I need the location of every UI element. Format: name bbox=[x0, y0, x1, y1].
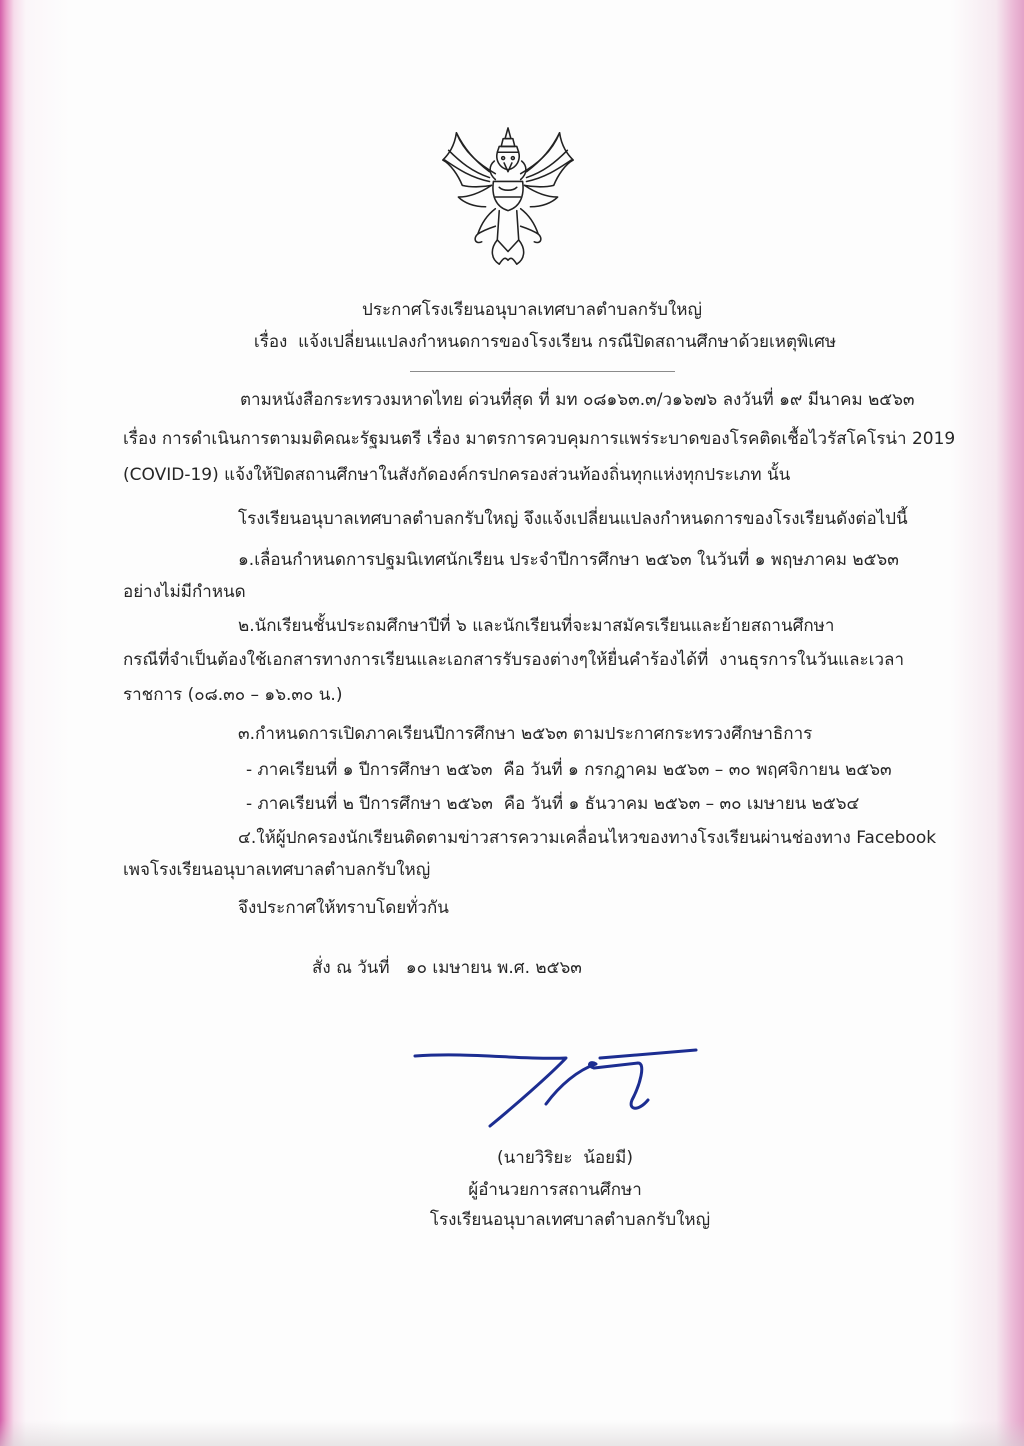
list-item: เพจโรงเรียนอนุบาลเทศบาลตำบลกรับใหญ่ bbox=[123, 860, 431, 880]
body-line: เรื่อง การดำเนินการตามมติคณะรัฐมนตรี เรื่อง มาตรการควบคุมการแพร่ระบาดของโรคติดเชื้อไวรัสโคโรน่า 2019 bbox=[123, 429, 956, 449]
list-item: อย่างไม่มีกำหนด bbox=[123, 582, 246, 602]
issue-date: สั่ง ณ วันที่ ๑๐ เมษายน พ.ศ. ๒๕๖๓ bbox=[312, 958, 582, 978]
signatory-name: (นายวิริยะ น้อยมี) bbox=[497, 1148, 633, 1168]
signatory-organization: โรงเรียนอนุบาลเทศบาลตำบลกรับใหญ่ bbox=[429, 1210, 711, 1230]
list-item: ๓.กำหนดการเปิดภาคเรียนปีการศึกษา ๒๕๖๓ ตามประกาศกระทรวงศึกษาธิการ bbox=[238, 724, 813, 744]
body-line: โรงเรียนอนุบาลเทศบาลตำบลกรับใหญ่ จึงแจ้งเปลี่ยนแปลงกำหนดการของโรงเรียนดังต่อไปนี้ bbox=[238, 509, 908, 529]
list-item: ๒.นักเรียนชั้นประถมศึกษาปีที่ ๖ และนักเรียนที่จะมาสมัครเรียนและย้ายสถานศึกษา bbox=[238, 616, 835, 636]
handwritten-signature bbox=[400, 1030, 710, 1140]
garuda-emblem-icon bbox=[435, 124, 581, 272]
list-item: ๑.เลื่อนกำหนดการปฐมนิเทศนักเรียน ประจำปีการศึกษา ๒๕๖๓ ในวันที่ ๑ พฤษภาคม ๒๕๖๓ bbox=[238, 550, 899, 570]
announcement-title: ประกาศโรงเรียนอนุบาลเทศบาลตำบลกรับใหญ่ bbox=[362, 300, 702, 320]
list-item: ราชการ (๐๘.๓๐ – ๑๖.๓๐ น.) bbox=[123, 685, 343, 705]
term-line: - ภาคเรียนที่ ๑ ปีการศึกษา ๒๕๖๓ คือ วันที่ ๑ กรกฎาคม ๒๕๖๓ – ๓๐ พฤศจิกายน ๒๕๖๓ bbox=[246, 760, 892, 780]
term-line: - ภาคเรียนที่ ๒ ปีการศึกษา ๒๕๖๓ คือ วันที่ ๑ ธันวาคม ๒๕๖๓ – ๓๐ เมษายน ๒๕๖๔ bbox=[246, 794, 860, 814]
body-line: (COVID-19) แจ้งให้ปิดสถานศึกษาในสังกัดองค์กรปกครองส่วนท้องถิ่นทุกแห่งทุกประเภท นั้น bbox=[123, 465, 791, 485]
body-line: ตามหนังสือกระทรวงมหาดไทย ด่วนที่สุด ที่ มท ๐๘๑๖๓.๓/ว๑๖๗๖ ลงวันที่ ๑๙ มีนาคม ๒๕๖๓ bbox=[240, 390, 915, 410]
announcement-subject: เรื่อง แจ้งเปลี่ยนแปลงกำหนดการของโรงเรียน กรณีปิดสถานศึกษาด้วยเหตุพิเศษ bbox=[253, 332, 837, 352]
list-item: กรณีที่จำเป็นต้องใช้เอกสารทางการเรียนและเอกสารรับรองต่างๆให้ยื่นคำร้องได้ที่ งานธุรการในวันและเวลา bbox=[123, 650, 904, 670]
closing-line: จึงประกาศให้ทราบโดยทั่วกัน bbox=[238, 898, 449, 918]
heading-divider bbox=[410, 371, 675, 372]
signatory-position: ผู้อำนวยการสถานศึกษา bbox=[468, 1180, 642, 1200]
list-item: ๔.ให้ผู้ปกครองนักเรียนติดตามข่าวสารความเคลื่อนไหวของทางโรงเรียนผ่านช่องทาง Facebook bbox=[238, 828, 937, 848]
